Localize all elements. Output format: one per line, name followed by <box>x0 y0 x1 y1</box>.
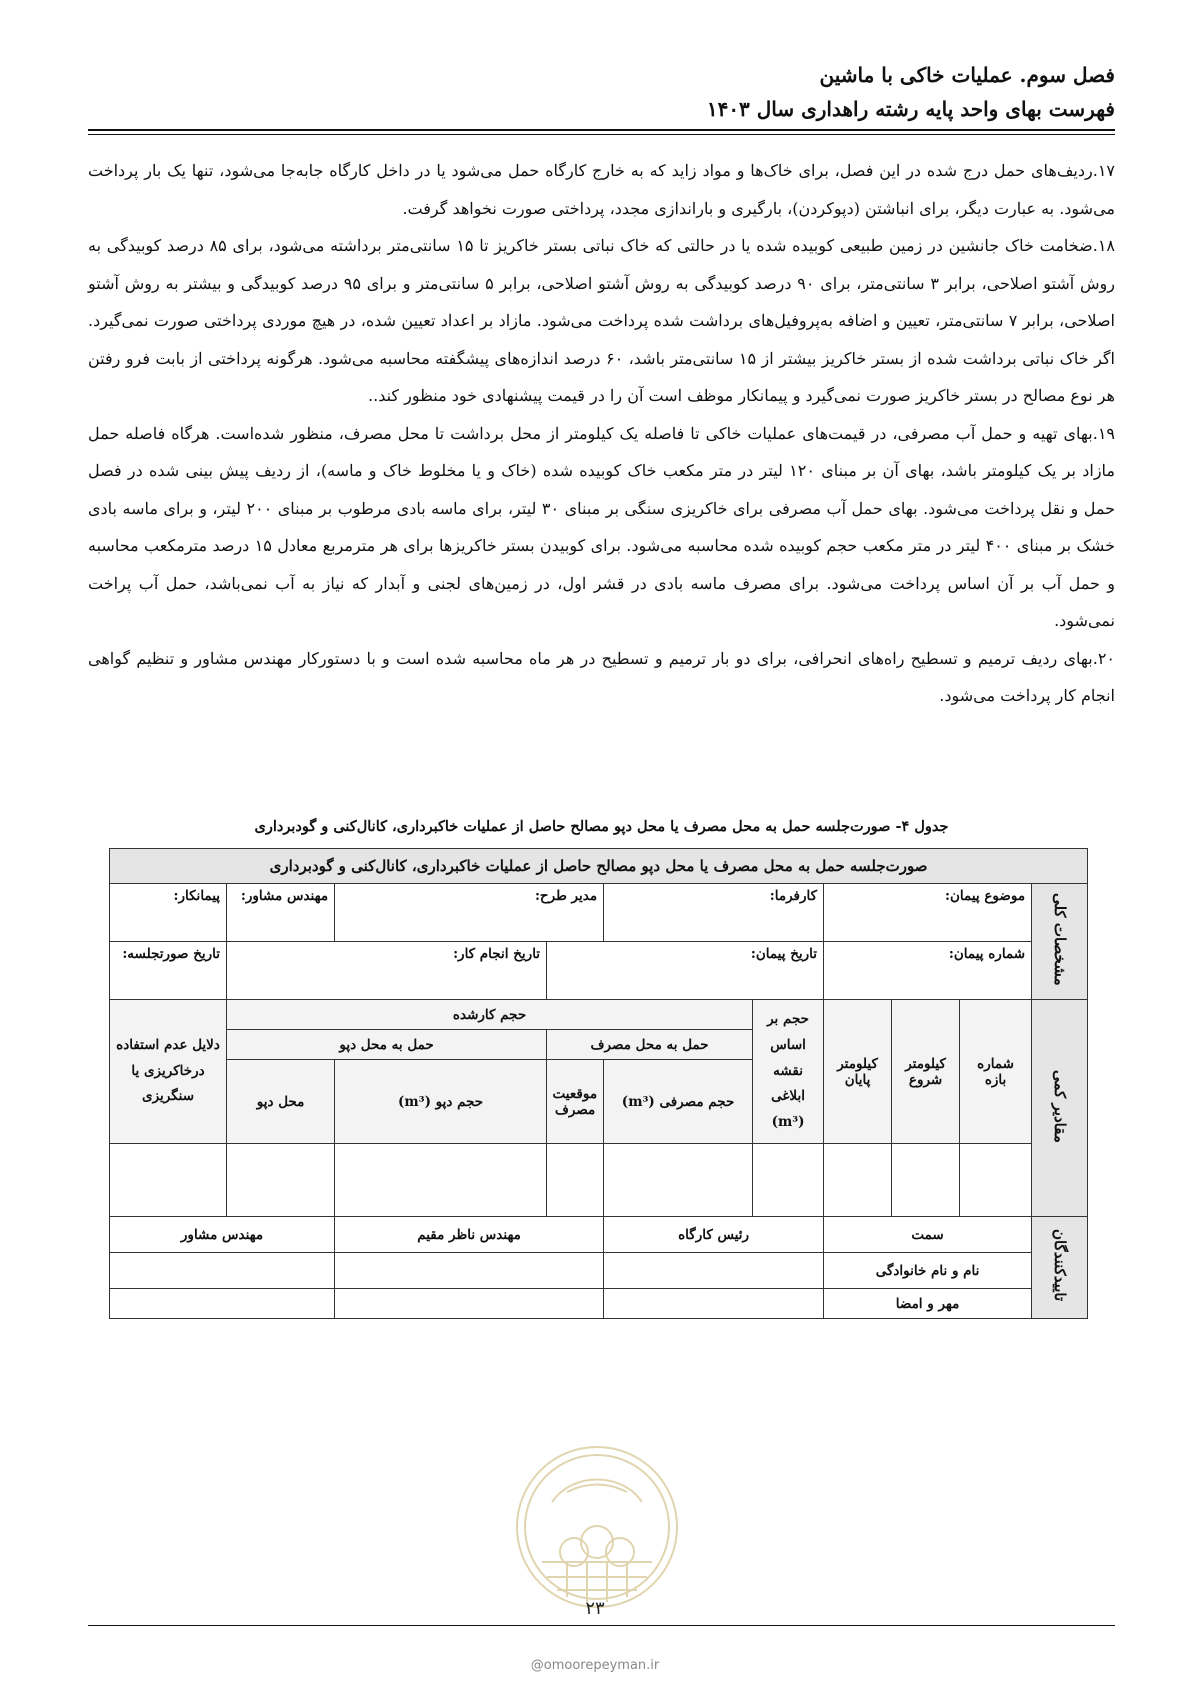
paragraph-19: ۱۹.بهای تهیه و حمل آب مصرفی، در قیمت‌های عملیات خاکی تا فاصله یک کیلومتر از محل برداشت تا محل مصرف، منظور شده‌است. هرگاه فاصله حمل مازاد بر یک کیلومتر باشد، بهای آن بر مبنای ۱۲۰ لیتر در متر مکعب خاک کوبیده شده (خاک و یا مخلوط خاک و ماسه)، از ردیف پیش بینی شده در فصل حمل و نقل پرداخت می‌شود. بهای حمل آب مصرفی برای خاکریزی سنگی بر مبنای ۳۰ لیتر، برای ماسه بادی مرطوب بر مبنای ۲۰۰ لیتر، و برای ماسه بادی خشک بر مبنای ۴۰۰ لیتر در متر مکعب حجم کوبیده شده محاسبه می‌شود. برای کوبیدن بستر خاکریزها برای هر مترمربع معادل ۱۵ درصد مترمکعب محاسبه و حمل آب بر آن اساس پرداخت می‌شود. برای مصرف ماسه بادی در قشر اول، در زمین‌های لجنی و آبدار که نیاز به آب نمی‌باشد، حمل آب پراخت نمی‌شود. <box>88 423 1116 630</box>
paragraph-20: ۲۰.بهای ردیف ترمیم و تسطیح راه‌های انحرافی، برای دو بار ترمیم و تسطیح در هر ماه محاسبه شده است و با دستورکار مهندس مشاور و تنظیم گواهی انجام کار پرداخت می‌شود. <box>88 648 1115 705</box>
cell-use-location[interactable] <box>547 1144 604 1217</box>
consultant-engineer-sign-cell[interactable] <box>110 1289 335 1319</box>
label-resident-engineer: مهندس ناظر مقیم <box>335 1217 604 1253</box>
col-volume-done: حجم کارشده <box>227 1000 753 1030</box>
contractor-field[interactable]: پیمانکار: <box>110 884 227 942</box>
minutes-date-field[interactable]: تاریخ صورتجلسه: <box>110 942 227 1000</box>
side-label-general: مشخصات کلی <box>1032 884 1088 1000</box>
signers-name-row <box>110 1253 1088 1289</box>
col-use-location: موقعیت مصرف <box>547 1060 604 1144</box>
work-date-field[interactable]: تاریخ انجام کار: <box>227 942 547 1000</box>
label-site-chief: رئیس کارگاه <box>604 1217 824 1253</box>
table-caption: جدول ۴- صورت‌جلسه حمل به محل مصرف یا محل دپو مصالح حاصل از عملیات خاکبرداری، کانال‌کنی و گودبرداری <box>254 818 949 835</box>
website-link[interactable]: @omoorepeyman.ir <box>530 1658 660 1673</box>
col-reasons: دلایل عدم استفاده درخاکریزی یا سنگریزی <box>110 1000 227 1144</box>
col-volume-plan: حجم بر اساس نقشه ابلاغی (m³) <box>753 1000 824 1144</box>
label-full-name: نام و نام خانوادگی <box>824 1253 1032 1289</box>
col-haul-use: حمل به محل مصرف <box>547 1030 753 1060</box>
col-volume-use: حجم مصرفی (m³) <box>604 1060 753 1144</box>
footer-rule <box>88 1625 1115 1626</box>
cell-km-end[interactable] <box>824 1144 892 1217</box>
quantity-header-row-1 <box>110 1000 1088 1030</box>
consultant-engineer-name-cell[interactable] <box>110 1253 335 1289</box>
col-km-end: کیلومتر پایان <box>824 1000 892 1144</box>
employer-field[interactable]: کارفرما: <box>604 884 824 942</box>
paragraph-17: ۱۷.ردیف‌های حمل درج شده در این فصل، برای خاک‌ها و مواد زاید که به خارج کارگاه حمل می‌شود یا در داخل کارگاه جابه‌جا می‌شود، تنها یک بار پرداخت می‌شود. به عبارت دیگر، برای انباشتن (دپوکردن)، بارگیری و باراندازی مجدد، پرداختی صورت نخواهد گرفت. <box>88 161 1116 218</box>
cell-volume-plan[interactable] <box>753 1144 824 1217</box>
label-consultant-engineer: مهندس مشاور <box>110 1217 335 1253</box>
label-stamp-sign: مهر و امضا <box>824 1289 1032 1319</box>
contract-subject-field[interactable]: موضوع پیمان: <box>824 884 1032 942</box>
cell-volume-depot[interactable] <box>335 1144 547 1217</box>
page-number: ۲۳ <box>585 1598 605 1619</box>
col-volume-depot: حجم دپو (m³) <box>335 1060 547 1144</box>
haul-minutes-form <box>109 848 1088 1319</box>
document-title: فهرست بهای واحد پایه رشته راهداری سال ۱۴۰۳ <box>706 97 1115 121</box>
site-chief-sign-cell[interactable] <box>604 1289 824 1319</box>
cell-depot-location[interactable] <box>227 1144 335 1217</box>
plan-manager-field[interactable]: مدیر طرح: <box>335 884 604 942</box>
resident-engineer-sign-cell[interactable] <box>335 1289 604 1319</box>
cell-km-start[interactable] <box>892 1144 960 1217</box>
page-header <box>88 58 1115 126</box>
chapter-title: فصل سوم. عملیات خاکی با ماشین <box>819 63 1115 87</box>
form-title: صورت‌جلسه حمل به محل مصرف یا محل دپو مصالح حاصل از عملیات خاکبرداری، کانال‌کنی و گودبرداری <box>110 849 1088 884</box>
contract-date-field[interactable]: تاریخ پیمان: <box>547 942 824 1000</box>
title-row <box>110 849 1088 884</box>
col-depot-location: محل دپو <box>227 1060 335 1144</box>
consultant-field[interactable]: مهندس مشاور: <box>227 884 335 942</box>
side-label-signers: تاییدکنندگان <box>1032 1217 1088 1319</box>
header-rule-thick <box>88 129 1115 131</box>
seal-watermark-icon <box>512 1442 682 1612</box>
signers-stamp-row <box>110 1289 1088 1319</box>
cell-segment-no[interactable] <box>960 1144 1032 1217</box>
site-chief-name-cell[interactable] <box>604 1253 824 1289</box>
col-segment-no: شماره بازه <box>960 1000 1032 1144</box>
col-km-start: کیلومتر شروع <box>892 1000 960 1144</box>
label-position: سمت <box>824 1217 1032 1253</box>
general-row-2 <box>110 942 1088 1000</box>
signers-header-row <box>110 1217 1088 1253</box>
general-row-1 <box>110 884 1088 942</box>
side-label-quantity: مقادیر کمی <box>1032 1000 1088 1217</box>
header-rule-thin <box>88 134 1115 135</box>
cell-reasons[interactable] <box>110 1144 227 1217</box>
paragraph-18: ۱۸.ضخامت خاک جانشین در زمین طبیعی کوبیده شده یا در حالتی که خاک نباتی بستر خاکریز تا ۱۵ سانتی‌متر برداشته می‌شود، برای ۸۵ درصد کوبیدگی به روش آشتو اصلاحی، برابر ۳ سانتی‌متر، برای ۹۰ درصد کوبیدگی به روش آشتو اصلاحی، برابر ۵ سانتی‌متر و برای ۹۵ درصد کوبیدگی و بیشتر به روش آشتو اصلاحی، برابر ۷ سانتی‌متر، تعیین و اضافه به‌پروفیل‌های برداشت شده پرداخت می‌شود. مازاد بر اعداد تعیین شده، در هیچ موردی پرداختی صورت نمی‌گیرد. اگر خاک نباتی برداشت شده از بستر خاکریز بیشتر از ۱۵ سانتی‌متر باشد، ۶۰ درصد اندازه‌های پیشگفته محاسبه می‌شود. هرگونه پرداختی از بابت فرو رفتن هر نوع مصالح در بستر خاکریز صورت نمی‌گیرد و پیمانکار موظف است آن را در قیمت پیشنهادی خود منظور کند.. <box>88 236 1116 405</box>
col-haul-depot: حمل به محل دپو <box>227 1030 547 1060</box>
body-text <box>88 152 1115 715</box>
quantity-data-row <box>110 1144 1088 1217</box>
resident-engineer-name-cell[interactable] <box>335 1253 604 1289</box>
cell-volume-use[interactable] <box>604 1144 753 1217</box>
contract-number-field[interactable]: شماره پیمان: <box>824 942 1032 1000</box>
